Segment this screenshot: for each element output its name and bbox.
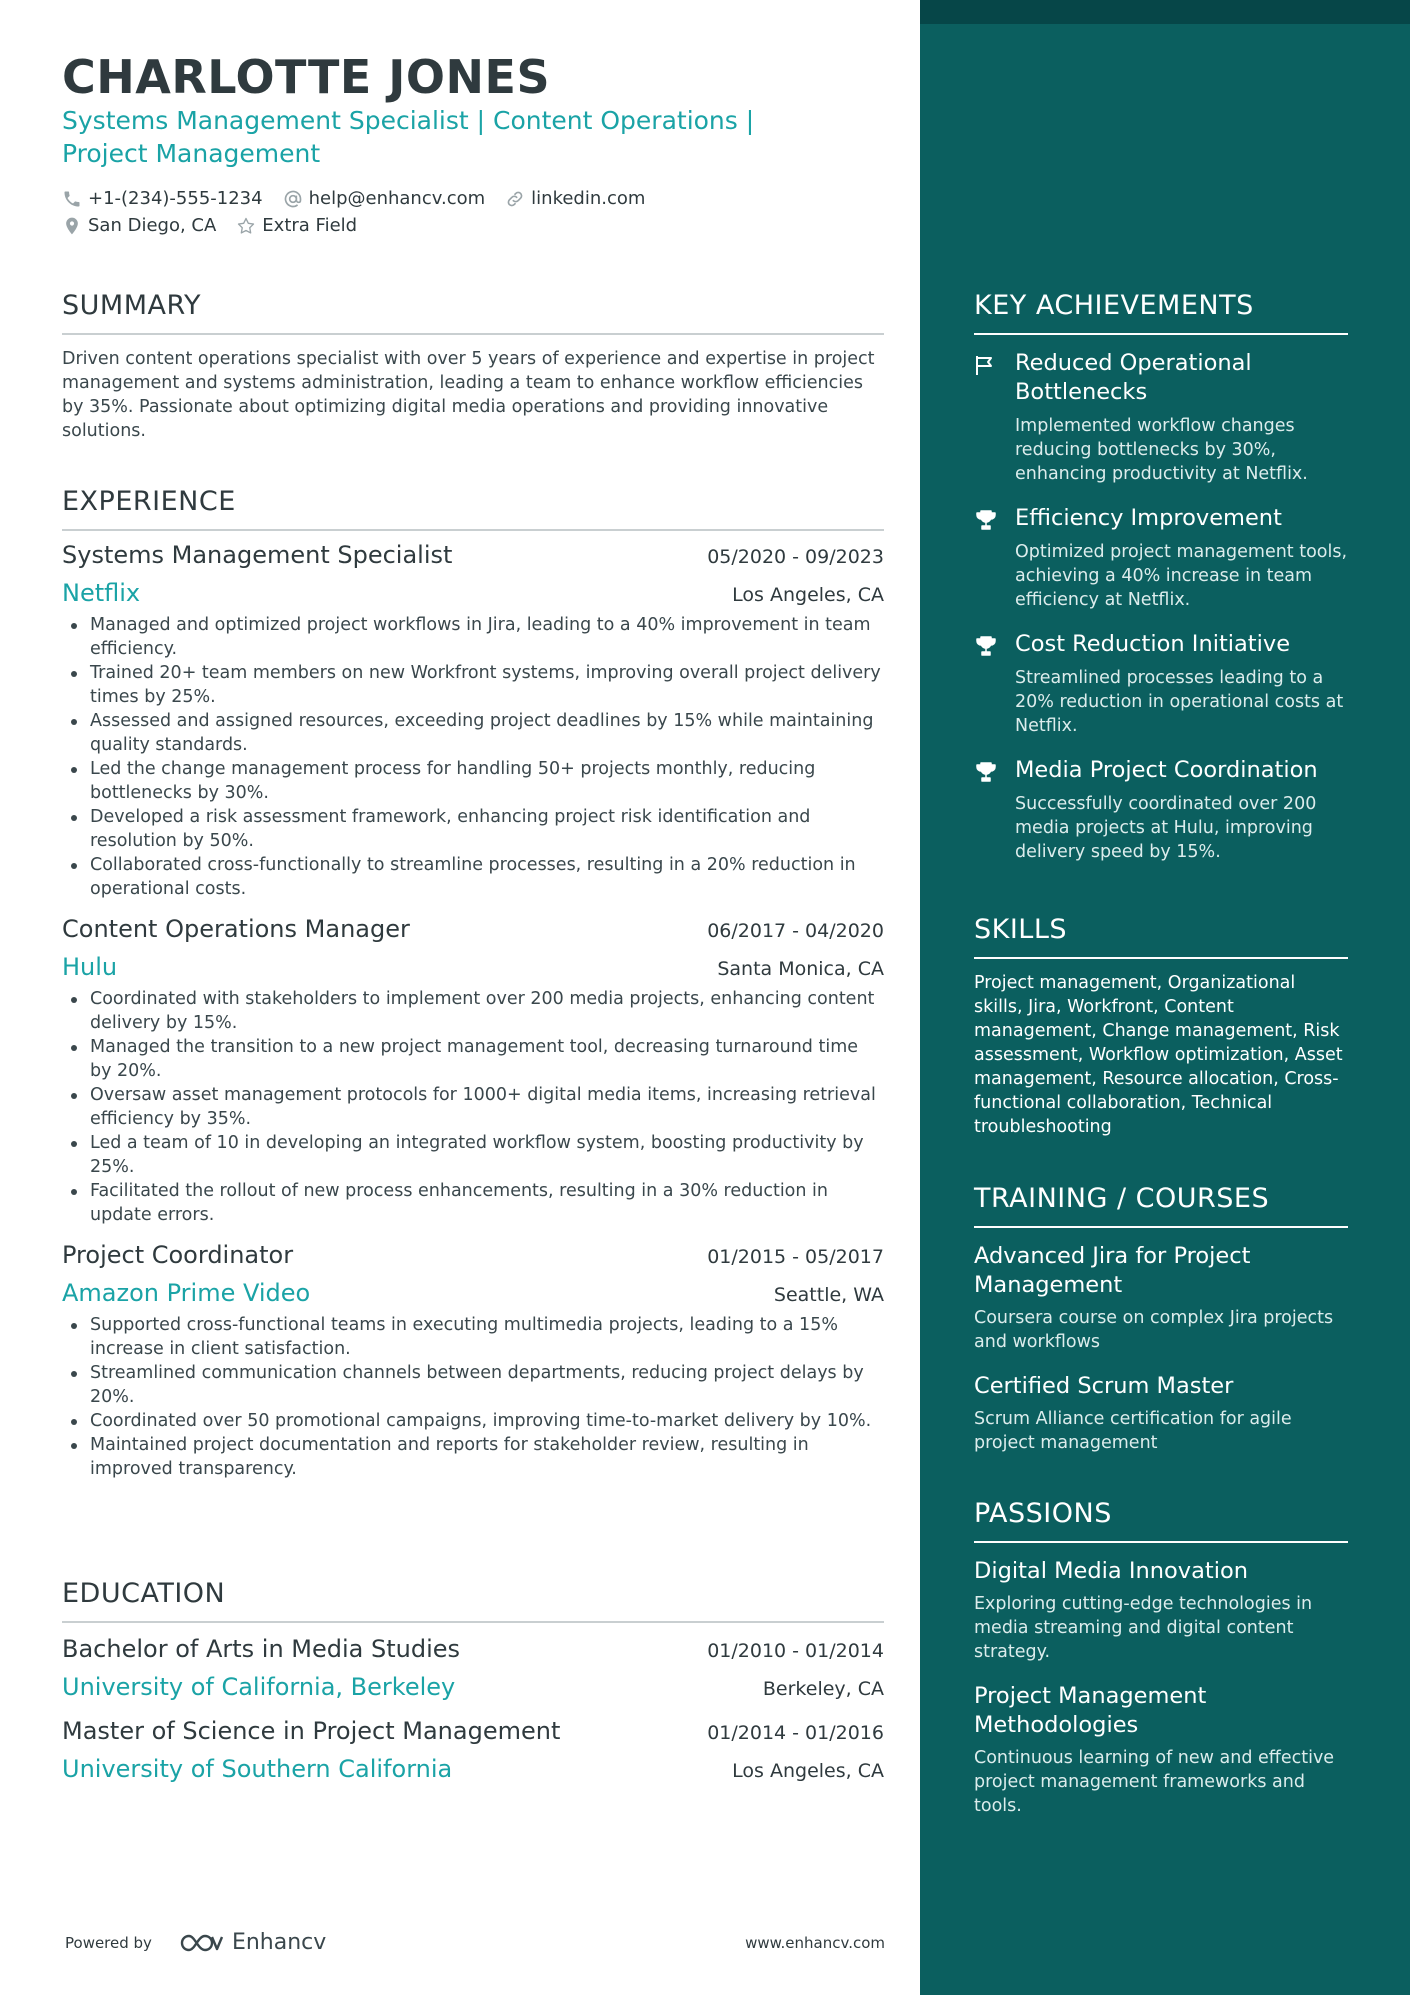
section-title: SKILLS <box>974 914 1348 959</box>
achievements-section <box>974 290 1348 864</box>
job-location: Los Angeles, CA <box>732 584 884 606</box>
training-desc: Coursera course on complex Jira projects and workflows <box>974 1308 1334 1352</box>
job-title: Project Coordinator <box>62 1241 294 1269</box>
skills-list: Project management, Organizational skills, Jira, Workfront, Content management, Change management, Risk assessment, Workflow optimization, Asset management, Resource allocation, Cross-functional collaboration, Technical troubleshooting <box>974 973 1343 1137</box>
phone-icon <box>62 189 82 209</box>
job-company: Amazon Prime Video <box>62 1279 311 1307</box>
bullet-item: Assessed and assigned resources, exceeding project deadlines by 15% while maintaining quality standards. <box>62 709 884 757</box>
achievement-desc: Streamlined processes leading to a 20% reduction in operational costs at Netflix. <box>1015 668 1344 736</box>
job-entry <box>62 1241 884 1481</box>
job-entry <box>62 915 884 1227</box>
summary-section <box>62 290 884 443</box>
footer <box>65 1930 885 1955</box>
bullet-item: Coordinated over 50 promotional campaigns, improving time-to-market delivery by 10%. <box>62 1409 884 1433</box>
section-title: PASSIONS <box>974 1498 1348 1543</box>
bullet-item: Developed a risk assessment framework, enhancing project risk identification and resolution by 50%. <box>62 805 884 853</box>
location-pin-icon <box>62 216 82 236</box>
job-date: 06/2017 - 04/2020 <box>707 920 884 942</box>
link-text: linkedin.com <box>531 188 646 209</box>
achievement-desc: Implemented workflow changes reducing bottlenecks by 30%, enhancing productivity at Netflix. <box>1015 416 1308 484</box>
summary-text: Driven content operations specialist with over 5 years of experience and expertise in project management and systems administration, leading a team to enhance workflow efficiencies by 35%. Passionate about optimizing digital media operations and providing innovative solutions. <box>62 349 875 441</box>
job-entry <box>62 541 884 901</box>
job-title: Systems Management Specialist <box>62 541 453 569</box>
extra-contact <box>236 215 357 236</box>
location-text: San Diego, CA <box>88 215 217 236</box>
powered-by-label: Powered by <box>65 1933 152 1952</box>
achievement-title: Cost Reduction Initiative <box>1015 631 1291 657</box>
degree-title: Master of Science in Project Management <box>62 1717 561 1745</box>
job-location: Seattle, WA <box>773 1284 884 1306</box>
job-date: 01/2015 - 05/2017 <box>707 1246 884 1268</box>
star-icon <box>236 216 256 236</box>
training-title: Advanced Jira for Project Management <box>974 1243 1251 1298</box>
email-contact[interactable] <box>283 188 486 209</box>
experience-section <box>62 486 884 1481</box>
extra-text: Extra Field <box>262 215 358 236</box>
job-company: Netflix <box>62 579 141 607</box>
passion-title: Digital Media Innovation <box>974 1558 1248 1584</box>
bullet-item: Oversaw asset management protocols for 1000+ digital media items, increasing retrieval efficiency by 35%. <box>62 1083 884 1131</box>
achievement-desc: Optimized project management tools, achieving a 40% increase in team efficiency at Netflix. <box>1015 542 1348 610</box>
education-section <box>62 1578 884 1783</box>
sidebar-top-bar <box>920 0 1410 24</box>
bullet-item: Streamlined communication channels between departments, reducing project delays by 20%. <box>62 1361 884 1409</box>
link-contact[interactable] <box>505 188 645 209</box>
education-location: Los Angeles, CA <box>732 1760 884 1782</box>
education-date: 01/2010 - 01/2014 <box>707 1640 884 1662</box>
achievement-title: Efficiency Improvement <box>1015 505 1282 531</box>
job-bullets <box>62 1313 884 1481</box>
section-title: KEY ACHIEVEMENTS <box>974 290 1348 335</box>
training-title: Certified Scrum Master <box>974 1373 1234 1399</box>
section-title: EDUCATION <box>62 1578 884 1623</box>
sidebar <box>920 0 1410 1995</box>
phone-contact[interactable] <box>62 188 263 209</box>
achievement-item <box>974 756 1348 864</box>
education-date: 01/2014 - 01/2016 <box>707 1722 884 1744</box>
section-title: SUMMARY <box>62 290 884 335</box>
website-link[interactable]: www.enhancv.com <box>745 1933 885 1952</box>
bullet-item: Maintained project documentation and reports for stakeholder review, resulting in improved transparency. <box>62 1433 884 1481</box>
job-date: 05/2020 - 09/2023 <box>707 546 884 568</box>
link-icon <box>505 189 525 209</box>
at-icon <box>283 189 303 209</box>
bullet-item: Trained 20+ team members on new Workfront systems, improving overall project delivery times by 25%. <box>62 661 884 709</box>
skills-section <box>974 914 1348 1139</box>
bullet-item: Collaborated cross-functionally to streamline processes, resulting in a 20% reduction in operational costs. <box>62 853 884 901</box>
passion-title: Project Management Methodologies <box>974 1683 1207 1738</box>
passion-desc: Exploring cutting-edge technologies in media streaming and digital content strategy. <box>974 1594 1313 1662</box>
job-bullets <box>62 987 884 1227</box>
bullet-item: Facilitated the rollout of new process enhancements, resulting in a 30% reduction in update errors. <box>62 1179 884 1227</box>
education-entry <box>62 1635 884 1701</box>
passion-item <box>974 1682 1348 1818</box>
section-title: TRAINING / COURSES <box>974 1183 1348 1228</box>
degree-title: Bachelor of Arts in Media Studies <box>62 1635 461 1663</box>
brand-name: Enhancv <box>231 1930 327 1955</box>
education-entry <box>62 1717 884 1783</box>
school-name: University of California, Berkeley <box>62 1673 456 1701</box>
email-text: help@enhancv.com <box>308 188 486 209</box>
trophy-icon <box>974 509 998 531</box>
trophy-icon <box>974 635 998 657</box>
flag-icon <box>974 354 998 376</box>
candidate-name: CHARLOTTE JONES <box>62 50 551 104</box>
bullet-item: Led a team of 10 in developing an integrated workflow system, boosting productivity by 25%. <box>62 1131 884 1179</box>
education-location: Berkeley, CA <box>762 1678 884 1700</box>
job-company: Hulu <box>62 953 118 981</box>
job-location: Santa Monica, CA <box>717 958 884 980</box>
brand-logo[interactable] <box>178 1930 326 1955</box>
contact-info <box>62 185 882 239</box>
phone-text: +1-(234)-555-1234 <box>88 188 263 209</box>
location-contact <box>62 215 216 236</box>
bullet-item: Supported cross-functional teams in executing multimedia projects, leading to a 15% increase in client satisfaction. <box>62 1313 884 1361</box>
bullet-item: Led the change management process for handling 50+ projects monthly, reducing bottlenecks by 30%. <box>62 757 884 805</box>
school-name: University of Southern California <box>62 1755 453 1783</box>
achievement-item <box>974 349 1348 486</box>
achievement-desc: Successfully coordinated over 200 media projects at Hulu, improving delivery speed by 15%. <box>1015 794 1317 862</box>
passion-desc: Continuous learning of new and effective project management frameworks and tools. <box>974 1748 1335 1816</box>
job-bullets <box>62 613 884 901</box>
achievement-title: Reduced Operational Bottlenecks <box>1015 350 1252 405</box>
training-item <box>974 1242 1348 1354</box>
training-desc: Scrum Alliance certification for agile project management <box>974 1409 1292 1453</box>
training-item <box>974 1372 1348 1455</box>
passions-section <box>974 1498 1348 1818</box>
training-section <box>974 1183 1348 1455</box>
achievement-item <box>974 504 1348 612</box>
bullet-item: Coordinated with stakeholders to implement over 200 media projects, enhancing content delivery by 15%. <box>62 987 884 1035</box>
passion-item <box>974 1557 1348 1664</box>
achievement-title: Media Project Coordination <box>1015 757 1318 783</box>
job-title: Content Operations Manager <box>62 915 410 943</box>
section-title: EXPERIENCE <box>62 486 884 531</box>
headline: Systems Management Specialist | Content Operations | Project Management <box>62 106 755 168</box>
enhancv-logo-icon <box>178 1931 224 1955</box>
achievement-item <box>974 630 1348 738</box>
trophy-icon <box>974 761 998 783</box>
bullet-item: Managed and optimized project workflows in Jira, leading to a 40% improvement in team efficiency. <box>62 613 884 661</box>
bullet-item: Managed the transition to a new project management tool, decreasing turnaround time by 20%. <box>62 1035 884 1083</box>
